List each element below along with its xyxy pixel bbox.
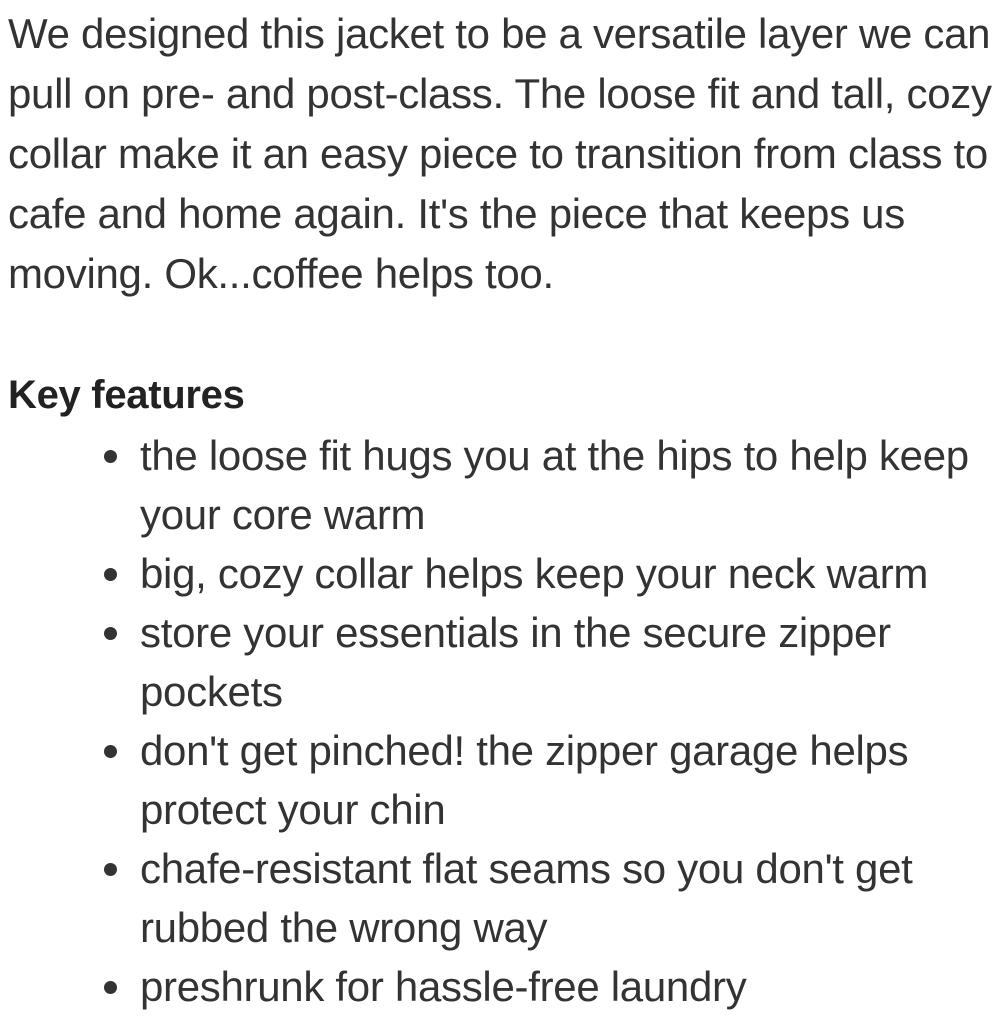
- bullet-icon: [104, 745, 117, 758]
- bullet-icon: [104, 863, 117, 876]
- feature-text: don't get pinched! the zipper garage helps protect your chin: [140, 727, 909, 833]
- feature-text: chafe-resistant flat seams so you don't get rubbed the wrong way: [140, 845, 913, 951]
- feature-item-flat-seams: [102, 839, 993, 957]
- feature-item-pockets: [102, 603, 993, 721]
- feature-item-loose-fit: [102, 426, 993, 544]
- feature-text: preshrunk for hassle-free laundry: [140, 963, 747, 1010]
- feature-item-collar: [102, 544, 993, 603]
- bullet-icon: [104, 568, 117, 581]
- product-description-section: [8, 0, 993, 1016]
- feature-item-zipper-garage: [102, 721, 993, 839]
- feature-item-preshrunk: [102, 957, 993, 1016]
- bullet-icon: [104, 981, 117, 994]
- product-description: We designed this jacket to be a versatile layer we can pull on pre- and post-class. The loose fit and tall, cozy collar make it an easy piece to transition from class to cafe and home again. It's the piece that keeps us moving. Ok...coffee helps too.: [8, 10, 992, 297]
- key-features-heading: Key features: [8, 373, 245, 417]
- feature-text: store your essentials in the secure zipper pockets: [140, 609, 891, 715]
- feature-text: big, cozy collar helps keep your neck warm: [140, 550, 929, 597]
- key-features-list: [8, 426, 993, 1016]
- feature-text: the loose fit hugs you at the hips to help keep your core warm: [140, 432, 969, 538]
- bullet-icon: [104, 450, 117, 463]
- bullet-icon: [104, 627, 117, 640]
